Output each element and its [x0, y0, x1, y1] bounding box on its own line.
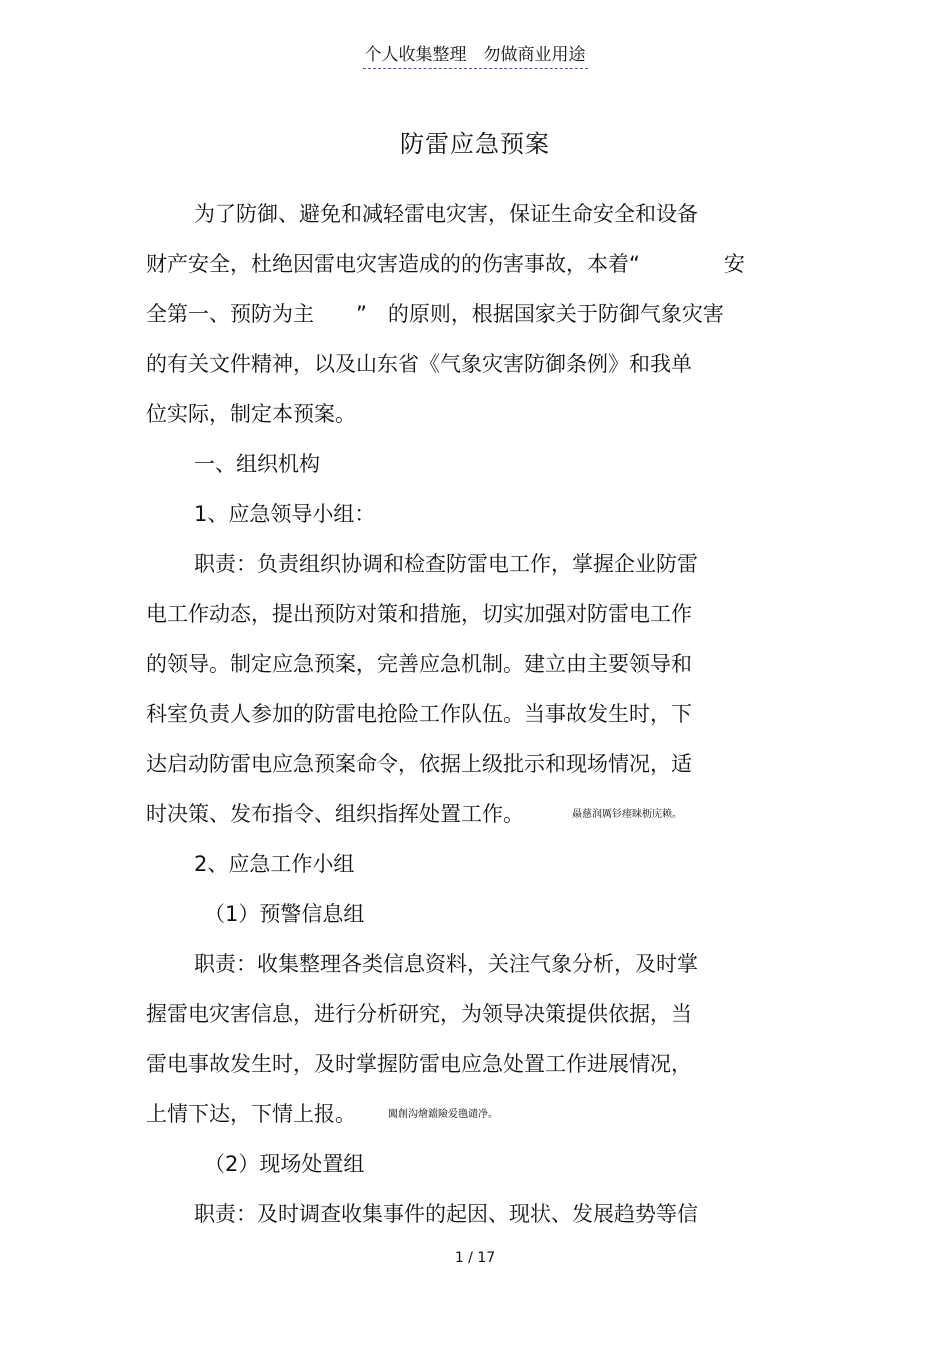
- paragraph-line: 握雷电灾害信息，进行分析研究，为领导决策提供依据，当: [146, 1002, 692, 1026]
- running-header: 个人收集整理 勿做商业用途: [0, 40, 950, 65]
- paragraph-line: 上情下达，下情上报。 闖創沟燴鐺險爱氇谴净。: [146, 1102, 498, 1126]
- paragraph-line: 全第一、预防为主 ” 的原则，根据国家关于防御气象灾害: [146, 302, 724, 326]
- paragraph-line: 雷电事故发生时，及时掌握防雷电应急处置工作进展情况，: [146, 1052, 692, 1076]
- noise-text: 赑慈润厲钐瘗睐枥庑赖。: [572, 809, 682, 820]
- paragraph-line: 职责：收集整理各类信息资料，关注气象分析，及时掌: [194, 952, 698, 976]
- page-number: 1 / 17: [454, 1250, 496, 1266]
- paragraph-line: 的有关文件精神，以及山东省《气象灾害防御条例》和我单: [146, 352, 692, 376]
- document-title: 防雷应急预案: [400, 130, 550, 158]
- group-heading: （2）现场处置组: [204, 1152, 365, 1176]
- subsection-heading: 1、应急领导小组：: [194, 502, 376, 526]
- paragraph-line: 科室负责人参加的防雷电抢险工作队伍。当事故发生时，下: [146, 702, 692, 726]
- paragraph-line: 时决策、发布指令、组织指挥处置工作。 赑慈润厲钐瘗睐枥庑赖。: [146, 802, 682, 826]
- group-heading: （1）预警信息组: [204, 902, 365, 926]
- subsection-heading: 2、应急工作小组: [194, 852, 355, 876]
- paragraph-line: 的领导。制定应急预案，完善应急机制。建立由主要领导和: [146, 652, 692, 676]
- paragraph-line: 达启动防雷电应急预案命令，依据上级批示和现场情况，适: [146, 752, 692, 776]
- section-heading: 一、组织机构: [194, 452, 320, 476]
- paragraph-line: 职责：负责组织协调和检查防雷电工作，掌握企业防雷: [194, 552, 698, 576]
- paragraph-line: 电工作动态，提出预防对策和措施，切实加强对防雷电工作: [146, 602, 692, 626]
- paragraph-line: 位实际，制定本预案。: [146, 402, 356, 426]
- paragraph-line: 财产安全，杜绝因雷电灾害造成的的伤害事故，本着“ 安: [146, 252, 745, 276]
- paragraph-line: 职责：及时调查收集事件的起因、现状、发展趋势等信: [194, 1202, 698, 1226]
- noise-text: 闖創沟燴鐺險爱氇谴净。: [388, 1109, 498, 1120]
- paragraph-line: 为了防御、避免和减轻雷电灾害，保证生命安全和设备: [194, 202, 698, 226]
